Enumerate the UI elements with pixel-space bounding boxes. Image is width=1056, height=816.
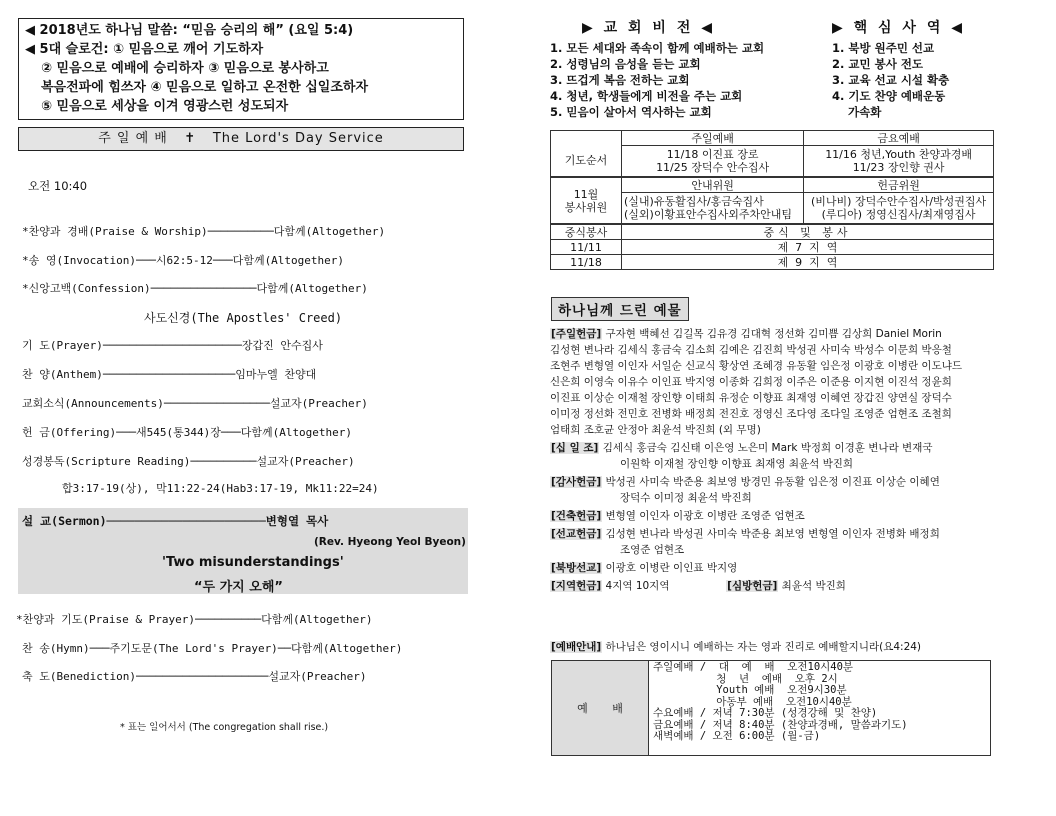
vision-item: 3. 뜨겁게 복음 전하는 교회	[550, 73, 690, 87]
order-item: 찬 양(Anthem)────────────────────임마누엘 찬양대	[22, 368, 317, 381]
volunteer-roster-table	[550, 130, 994, 270]
vision-item: 4. 청년, 학생들에게 비전을 주는 교회	[550, 89, 743, 103]
roster-row-label: 봉사위원	[564, 200, 608, 214]
offering-names: 김세식 홍금숙 김신태 이은영 노은미 Mark 박정희 이경훈 변나라 변재국	[602, 442, 933, 454]
sunday-offering	[550, 326, 992, 438]
vision-item: 2. 성령님의 음성을 듣는 교회	[550, 57, 701, 71]
offering-names: 최윤석 박진희	[781, 580, 846, 592]
core-item: 1. 북방 원주민 선교	[832, 41, 935, 55]
offering-names: 김성현 변나라 박성권 사미숙 박준용 최보영 변형열 이인자 전병화 배정희	[605, 528, 940, 540]
building-offering	[550, 508, 992, 524]
order-item: 성경봉독(Scripture Reading)──────────설교자(Preacher)	[22, 455, 355, 468]
service-title-korean: 주 일 예 배	[98, 131, 168, 146]
offering-names: 조현주 변형열 이인자 서일순 신교식 황상연 조혜경 유동활 임은정 이광호 이병란 이도냐드	[550, 360, 963, 372]
schedule-line: 금요예배 / 저녁 8:40분 (찬양과경배, 말씀과기도)	[653, 718, 908, 731]
cross-icon: ✝	[184, 131, 197, 146]
offering-names: 변형열 이인자 이광호 이병란 조영준 엄현조	[605, 510, 805, 522]
offering-label: [심방헌금]	[727, 580, 778, 592]
motto-line: ◀ 5대 슬로건: ① 믿음으로 깨어 기도하자	[25, 42, 264, 57]
creed-title: 사도신경(The Apostles' Creed)	[144, 311, 343, 325]
roster-header: 금요예배	[804, 131, 994, 146]
core-item: 2. 교민 봉사 전도	[832, 57, 924, 71]
schedule-line: 아동부 예배 오전10시40분	[653, 695, 852, 708]
offering-names: 박성권 사미숙 박준용 최보영 방경민 유동활 임은정 이진표 이상순 이혜연	[605, 476, 940, 488]
worship-schedule-table	[551, 660, 991, 756]
sermon-title-english: 'Two misunderstandings'	[162, 555, 344, 570]
thanks-offering	[550, 474, 992, 506]
roster-cell: (실내)유동활집사/홍금숙집사	[624, 195, 764, 208]
offering-names: 이원학 이재철 장인향 이향표 최재영 최윤석 박진희	[620, 458, 854, 470]
offering-names: 이진표 이상순 이재철 장인향 이태희 유정순 이향표 최재영 이혜연 장갑진 양연실 장덕수	[550, 392, 952, 404]
offering-label: [십 일 조]	[551, 442, 599, 454]
offering-label: [지역헌금]	[551, 580, 602, 592]
roster-header: 헌금위원	[804, 177, 994, 193]
offering-label: [북방선교]	[551, 562, 602, 574]
offering-label: [예배안내]	[551, 641, 602, 653]
sermon-line: 설 교(Sermon)───────────────────────변형열 목사	[22, 514, 329, 528]
region-offering	[550, 578, 992, 594]
order-item: 축 도(Benediction)────────────────────설교자(Preacher)	[22, 670, 367, 683]
order-item: 헌 금(Offering)───새545(통344)장───다함께(Altogether)	[22, 426, 353, 439]
roster-row-label: 중식봉사	[551, 224, 622, 240]
preacher-english: (Rev. Hyeong Yeol Byeon)	[314, 536, 466, 548]
vision-title: ▶ 교 회 비 전 ◀	[582, 20, 715, 36]
north-mission-offering	[550, 560, 992, 576]
worship-guide-header	[550, 639, 992, 655]
offering-names: 조영준 엄현조	[620, 544, 685, 556]
lunch-region: 제 7 지 역	[622, 240, 994, 255]
offering-names: 장덕수 이미정 최윤석 박진희	[620, 492, 752, 504]
offering-label: [선교헌금]	[551, 528, 602, 540]
motto-line: ② 믿음으로 예배에 승리하자 ③ 믿음으로 봉사하고	[41, 61, 329, 76]
schedule-line: Youth 예배 오전9시30분	[653, 684, 847, 696]
order-item: 찬 송(Hymn)───주기도문(The Lord's Prayer)──다함께(Altogether)	[22, 642, 403, 655]
offering-label: [주일헌금]	[551, 328, 602, 340]
offering-names: 4지역 10지역	[605, 580, 670, 592]
stand-footnote: * 표는 일어서서 (The congregation shall rise.)	[120, 722, 329, 733]
lunch-region: 제 9 지 역	[622, 255, 994, 270]
lunch-date: 11/18	[551, 255, 622, 270]
core-item: 4. 기도 찬양 예배운동	[832, 89, 946, 103]
order-item: *찬양과 경배(Praise & Worship)──────────다함께(Altogether)	[22, 225, 386, 238]
roster-header: 안내위원	[622, 177, 804, 193]
offerings-title: 하나님께 드린 예물	[551, 297, 689, 321]
order-item: *송 영(Invocation)───시62:5-12───다함께(Altogether)	[22, 254, 345, 267]
core-title: ▶ 핵 심 사 역 ◀	[832, 20, 965, 36]
schedule-line: 수요예배 / 저녁 7:30분 (성경강해 및 찬양)	[653, 707, 878, 719]
schedule-side-label: 예 배	[552, 661, 649, 756]
motto-line: 복음전파에 힘쓰자 ④ 믿음으로 일하고 온전한 십일조하자	[41, 80, 368, 95]
schedule-line: 청 년 예배 오후 2시	[653, 672, 838, 685]
roster-cell: 11/18 이진표 장로	[666, 148, 759, 161]
offering-names: 이광호 이병란 이인표 박지영	[605, 562, 738, 574]
offering-names: 신은희 이영숙 이유수 이인표 박지영 이종화 김희정 이주은 이준용 이지현 이진석 정윤희	[550, 376, 952, 388]
roster-cell: (루디아) 정영신집사/최재영집사	[821, 208, 976, 221]
tithe-offering	[550, 440, 992, 472]
lunch-date: 11/11	[551, 240, 622, 255]
offering-label: [감사헌금]	[551, 476, 602, 488]
yearly-motto-box	[18, 18, 464, 120]
vision-item: 1. 모든 세대와 족속이 함께 예배하는 교회	[550, 41, 765, 55]
roster-header: 중식 및 봉사	[622, 224, 994, 240]
roster-cell: 11/23 장인향 권사	[852, 161, 945, 174]
offering-names: 구자현 백혜선 김길목 김유경 김대혁 정선화 김미쁨 김상희 Daniel Morin	[605, 328, 942, 340]
service-title-english: The Lord's Day Service	[212, 131, 384, 146]
core-list	[832, 40, 949, 120]
sermon-title-korean: “두 가지 오해”	[194, 580, 283, 595]
scripture-reference: 합3:17-19(상), 막11:22-24(Hab3:17-19, Mk11:22=24)	[62, 482, 379, 495]
vision-item: 5. 믿음이 살아서 역사하는 교회	[550, 105, 712, 119]
service-title	[18, 127, 464, 151]
roster-cell: (비나비) 장덕수안수집사/박성권집사	[811, 195, 987, 208]
core-item: 가속화	[848, 105, 882, 119]
core-item: 3. 교육 선교 시설 확충	[832, 73, 950, 87]
schedule-line: 주일예배 / 대 예 배 오전10시40분	[653, 661, 854, 673]
roster-row-label: 기도순서	[551, 146, 622, 178]
offering-names: 김성현 변나라 김세식 홍금숙 김소희 김예은 김진희 박성권 사미숙 박성수 이문희 박응철	[550, 344, 952, 356]
vision-list	[550, 40, 764, 120]
roster-cell: (실외)이황표안수집사외주차안내팀	[624, 208, 792, 221]
motto-line: ⑤ 믿음으로 세상을 이겨 영광스런 성도되자	[41, 99, 289, 114]
order-item: 기 도(Prayer)─────────────────────장갑진 안수집사	[22, 339, 323, 352]
roster-header: 주일예배	[622, 131, 804, 146]
offering-label: [건축헌금]	[551, 510, 602, 522]
order-item: 교회소식(Announcements)────────────────설교자(Preacher)	[22, 397, 368, 410]
offering-names: 엄태희 조호균 안정아 최윤석 박진희 (외 무명)	[550, 424, 761, 436]
motto-line: ◀ 2018년도 하나님 말씀: “믿음 승리의 해” (요일 5:4)	[25, 23, 354, 38]
roster-month: 11월	[573, 187, 599, 201]
worship-verse: 하나님은 영이시니 예배하는 자는 영과 진리로 예배할지니라(요4:24)	[605, 641, 922, 653]
service-time: 오전 10:40	[28, 179, 88, 193]
roster-cell: 11/16 청년,Youth 찬양과경배	[825, 148, 973, 161]
order-item: *신앙고백(Confession)────────────────다함께(Altogether)	[22, 282, 368, 295]
offering-names: 이미정 정선화 전민호 전병화 배정희 전진호 정영신 조다영 조다일 조영준 엄현조 조철희	[550, 408, 952, 420]
mission-offering	[550, 526, 992, 558]
schedule-line: 새벽예배 / 오전 6:00분 (월-금)	[653, 730, 821, 742]
roster-cell: 11/25 장덕수 안수집사	[656, 161, 770, 174]
order-item: *찬양과 기도(Praise & Prayer)──────────다함께(Altogether)	[16, 613, 373, 626]
